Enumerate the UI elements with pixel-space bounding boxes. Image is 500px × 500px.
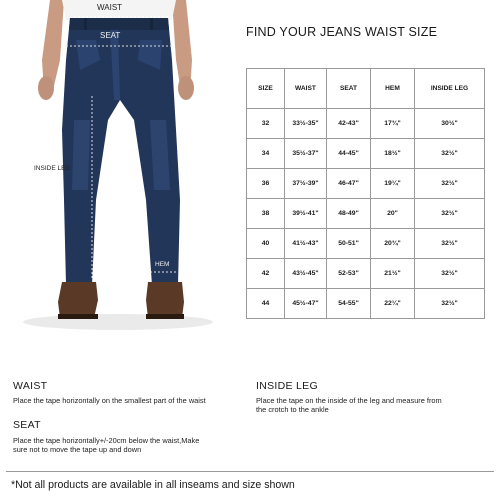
column-header: SEAT [327,69,371,109]
table-cell: 32½" [415,139,485,169]
size-chart-table [246,68,485,319]
availability-footnote: *Not all products are available in all inseams and size shown [11,479,295,491]
waist-instruction: Place the tape horizontally on the smallest part of the waist [13,396,206,405]
page-title: FIND YOUR JEANS WAIST SIZE [246,25,438,39]
table-header-row [247,69,485,109]
table-cell: 50-51" [327,229,371,259]
footer-divider [6,471,494,472]
table-cell: 44 [247,289,285,319]
table-cell: 48-49" [327,199,371,229]
waist-heading: WAIST [13,380,48,392]
table-cell: 17¾" [371,109,415,139]
seat-heading: SEAT [13,419,41,431]
table-cell: 40 [247,229,285,259]
table-cell: 36 [247,169,285,199]
table-cell: 44-45" [327,139,371,169]
table-cell: 21½" [371,259,415,289]
table-cell: 32½" [415,169,485,199]
table-cell: 42-43" [327,109,371,139]
inside-leg-instruction-line2: the crotch to the ankle [256,405,329,414]
table-cell: 32½" [415,259,485,289]
table-cell: 35½-37" [285,139,327,169]
seat-instruction-line1: Place the tape horizontally+/-20cm below the waist,Make [13,436,200,445]
table-cell: 32½" [415,289,485,319]
table-cell: 19¼" [371,169,415,199]
table-row [247,139,485,169]
column-header: WAIST [285,69,327,109]
table-cell: 18½" [371,139,415,169]
table-row [247,229,485,259]
table-cell: 43½-45" [285,259,327,289]
seat-instruction-line2: sure not to move the tape up and down [13,445,142,454]
table-cell: 38 [247,199,285,229]
table-cell: 33½-35" [285,109,327,139]
inside-leg-heading: INSIDE LEG [256,380,318,392]
table-cell: 52-53" [327,259,371,289]
table-cell: 34 [247,139,285,169]
table-row [247,109,485,139]
table-row [247,199,485,229]
table-cell: 30½" [415,109,485,139]
column-header: HEM [371,69,415,109]
table-cell: 32 [247,109,285,139]
table-cell: 46-47" [327,169,371,199]
table-row [247,289,485,319]
table-cell: 32½" [415,229,485,259]
hem-label: HEM [155,261,170,268]
waist-label: WAIST [97,3,123,12]
table-cell: 45½-47" [285,289,327,319]
table-cell: 32½" [415,199,485,229]
table-cell: 22¼" [371,289,415,319]
table-cell: 54-55" [327,289,371,319]
table-cell: 41½-43" [285,229,327,259]
table-cell: 42 [247,259,285,289]
jeans-model-photo [0,0,235,335]
table-cell: 39½-41" [285,199,327,229]
column-header: INSIDE LEG [415,69,485,109]
table-row [247,259,485,289]
table-cell: 37½-39" [285,169,327,199]
table-row [247,169,485,199]
seat-label: SEAT [100,31,121,40]
table-cell: 20¾" [371,229,415,259]
inside-leg-label: INSIDE LEG [34,165,71,172]
column-header: SIZE [247,69,285,109]
table-cell: 20" [371,199,415,229]
inside-leg-instruction-line1: Place the tape on the inside of the leg and measure from [256,396,442,405]
